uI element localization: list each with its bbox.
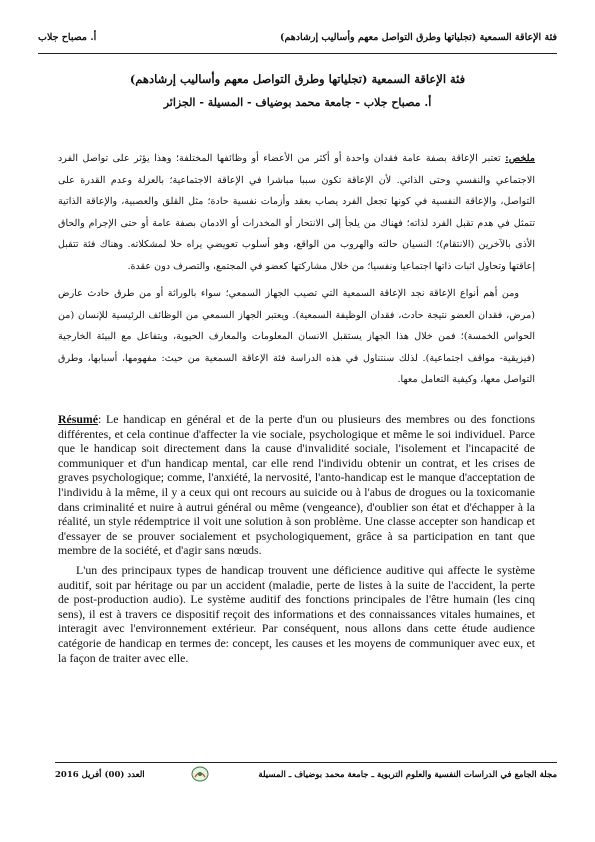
arabic-abstract-paragraph-2: ومن أهم أنواع الإعاقة نجد الإعاقة السمعية التي تصيب الجهاز السمعي؛ سواء بالوراثة أو من طرق حادث عارض (مرض، فقدان العضو نتيجة حادث، فقدان الوظيفة السمعية). ويعتبر الجهاز السمعي من الوظائف الرئيسية للإنسان (من الحواس الخمسة)؛ فمن خلال هذا الجهاز يستقبل الانسان المعلومات والمعارف الحيوية، ويتفاعل مع البيئة الخارجية (فيزيقية- مواقف اجتماعية). لذلك سنتناول في هذه الدراسة فئة الإعاقة السمعية من حيث: مفهومها، أسبابها، وطرق التواصل معها، وكيفية التعامل معها. xyxy=(58,288,535,385)
footer-journal: مجلة الجامع في الدراسات النفسية والعلوم التربوية ـ جامعة محمد بوضياف ـ المسيلة xyxy=(258,770,557,780)
french-abstract-label: Résumé xyxy=(58,412,98,426)
running-header xyxy=(38,28,557,48)
french-abstract-paragraph-2: L'un des principaux types de handicap trouvent une déficience auditive qui affecte le système auditif, soit par héritage ou par un accident (maladie, perte de listes à la suite de l'accident, la perte de post-production audio). Le système auditif des fonctions principales de l'être humain (les cinq sens), il est à travers ce dispositif reçoit des informations et des connaissances vitales humaines, et interagit avec l'environnement extérieur. Par conséquent, nous allons dans cette étude audience catégorie de handicap en termes de: concept, les causes et les moyens de communiquer avec eux, et la façon de traiter avec elle. xyxy=(58,562,535,665)
french-abstract-paragraph-1 xyxy=(58,412,535,558)
header-journal-title: فئة الإعاقة السمعية (تجلياتها وطرق التواصل معهم وأساليب إرشادهم) xyxy=(279,32,557,43)
french-abstract xyxy=(58,412,535,665)
arabic-abstract xyxy=(58,148,535,391)
university-logo-icon xyxy=(191,766,209,782)
header-author: أ. مصباح جلاب xyxy=(38,32,97,43)
arabic-abstract-paragraph-1 xyxy=(58,148,535,277)
french-abstract-text-1: : Le handicap en général et de la perte d'un ou plusieurs des membres ou des fonctions différentes, et cela continue d'affecter la vie sociale, psychologique et même le soi individuel. Parce que le handicap soit directement dans la cause d'invalidité sociale, l'isolement et l'incapacité de communiquer et d'un handicap mental, car elle rend l'individu obtenir un contrat, et les crises de graves psychologique; comme, l'anxiété, la nervosité, l'anto-handicap est le manque d'acceptation de l'individu à la même, il y a ceux qui ont recours au suicide ou à l'abus de drogues ou la toxicomanie dans criminalité et nuire à autrui général ou même (vengeance), d'oublier son état et d'échapper à la réalité, un style rédemptrice il voit une solution à son problème. Une classe accepter son handicap et d'essayer de se prouver socialement et psychologiquement, grâce à sa participation en tant que membre de la société, et d'agir sans nœuds. xyxy=(58,412,535,558)
footer-issue: العدد (00) أفريل 2016 xyxy=(55,770,145,780)
footer-rule xyxy=(55,762,557,763)
arabic-abstract-label: ملخص: xyxy=(505,153,535,164)
header-rule xyxy=(38,53,557,54)
author-affiliation: أ. مصباح جلاب - جامعة محمد بوضياف - المسيلة - الجزائر xyxy=(163,96,432,109)
arabic-abstract-text-1: تعتبر الإعاقة بصفة عامة فقدان واحدة أو أكثر من الأعضاء أو وظائفها المختلفة؛ وهذا يؤثر على تواصل الفرد الاجتماعي والنفسي وحتى الذاتي. لأن الإعاقة تكون سببا مباشرا في الإعاقة الاجتماعية؛ بالعزلة وعدم القدرة على التواصل، والإعاقة النفسية في كونها تجعل الفرد يصاب بعقد وأزمات نفسية حادة؛ مثل القلق والعصبية، والإعاقة الذاتية تتمثل في هدم تقبل الفرد لذاته؛ فهناك من يلجأ إلى الانتحار أو المخدرات أو الادمان بصفة عامة أو حتى الإجرام والحاق الأذى بالآخرين (الانتقام)؛ النسيان حالته والهروب من الواقع، وهو أسلوب تعويضي يراه حلا لمشكلاته. وهناك فئة تتقبل إعاقتها وتحاول اثبات ذاتها اجتماعيا ونفسيا؛ من خلال مشاركتها كعضو في المجتمع، والتصرف دون عقدة. xyxy=(58,153,535,272)
page-footer xyxy=(55,762,557,784)
paper-title: فئة الإعاقة السمعية (تجلياتها وطرق التواصل معهم وأساليب إرشادهم) xyxy=(129,72,466,86)
